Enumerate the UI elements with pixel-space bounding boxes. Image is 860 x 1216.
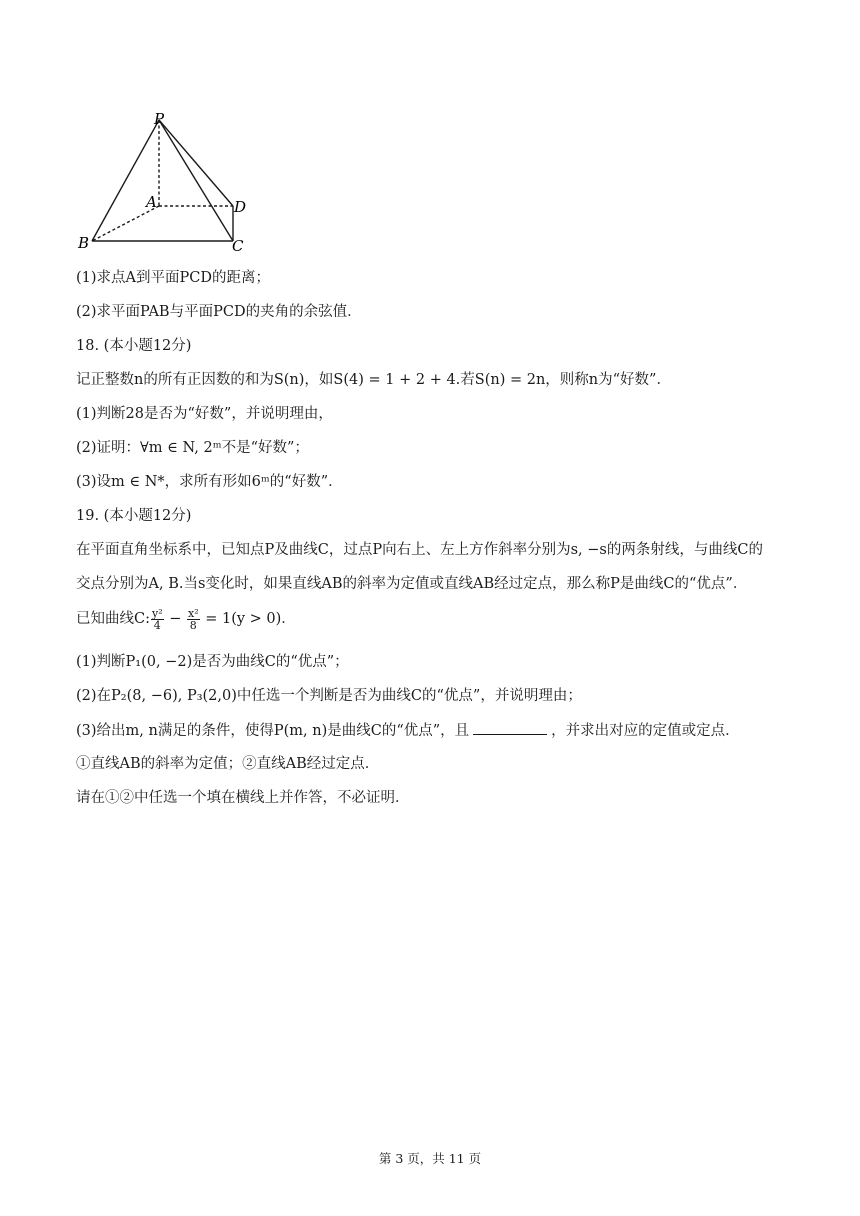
- curve-suffix: = 1(y > 0)．: [205, 611, 296, 627]
- page-footer: 第 3 页，共 11 页: [378, 1151, 482, 1166]
- q19-part1: (1)判断P₁(0, −2)是否为曲线C的“优点”；: [76, 654, 349, 670]
- q19-part2: (2)在P₂(8, −6), P₃(2,0)中任选一个判断是否为曲线C的“优点”，并说明理由；: [76, 688, 582, 704]
- label-p: P: [154, 110, 165, 128]
- q19-stem-line1: 在平面直角坐标系中，已知点P及曲线C，过点P向右上、左上方作斜率分别为s, −s的两条射线，与曲线C的: [76, 542, 763, 558]
- fraction-x2-over-8: $\frac{\text{x²}}{8}$: [187, 606, 199, 632]
- q18-header: 18. (本小题12分): [76, 338, 192, 354]
- q19-part3-after: ，并求出对应的定值或定点．: [551, 723, 740, 739]
- edge-pc: [159, 120, 233, 241]
- edge-pd: [159, 120, 233, 206]
- label-b: B: [78, 234, 90, 252]
- fraction-y2-over-4: $\frac{\text{y²}}{4}$: [151, 606, 163, 632]
- q18-stem: 记正整数n的所有正因数的和为S(n)，如S(4) = 1 + 2 + 4.若S(n) = 2n，则称n为“好数”．: [76, 372, 671, 388]
- q19-instruction: 请在①②中任选一个填在横线上并作答，不必证明．: [76, 790, 410, 806]
- pyramid-figure: [74, 108, 264, 258]
- label-c: C: [232, 237, 244, 255]
- q18-part1: (1)判断28是否为“好数”，并说明理由，: [76, 406, 333, 422]
- q18-part2: (2)证明：∀m ∈ N, 2ᵐ不是“好数”；: [76, 440, 309, 456]
- q19-header: 19. (本小题12分): [76, 508, 192, 524]
- q19-options: ①直线AB的斜率为定值；②直线AB经过定点．: [76, 756, 380, 772]
- pyramid-diagram: [74, 108, 264, 258]
- edge-pb: [92, 120, 159, 241]
- q19-stem-line2: 交点分别为A, B.当s变化时，如果直线AB的斜率为定值或直线AB经过定点，那么称P是曲线C的“优点”．: [76, 576, 748, 592]
- label-d: D: [234, 198, 247, 216]
- answer-blank[interactable]: [473, 720, 547, 735]
- q19-part3: [76, 720, 740, 741]
- q18-part3: (3)设m ∈ N*，求所有形如6ᵐ的“好数”．: [76, 474, 343, 490]
- q19-curve-equation: [76, 606, 296, 632]
- minus-sign: −: [169, 611, 182, 627]
- q19-part3-before: (3)给出m, n满足的条件，使得P(m, n)是曲线C的“优点”，且: [76, 723, 470, 739]
- label-a: A: [146, 193, 157, 211]
- q17-part1: (1)求点A到平面PCD的距离；: [76, 270, 270, 286]
- q17-part2: (2)求平面PAB与平面PCD的夹角的余弦值．: [76, 304, 362, 320]
- curve-prefix: 已知曲线C:: [76, 611, 150, 627]
